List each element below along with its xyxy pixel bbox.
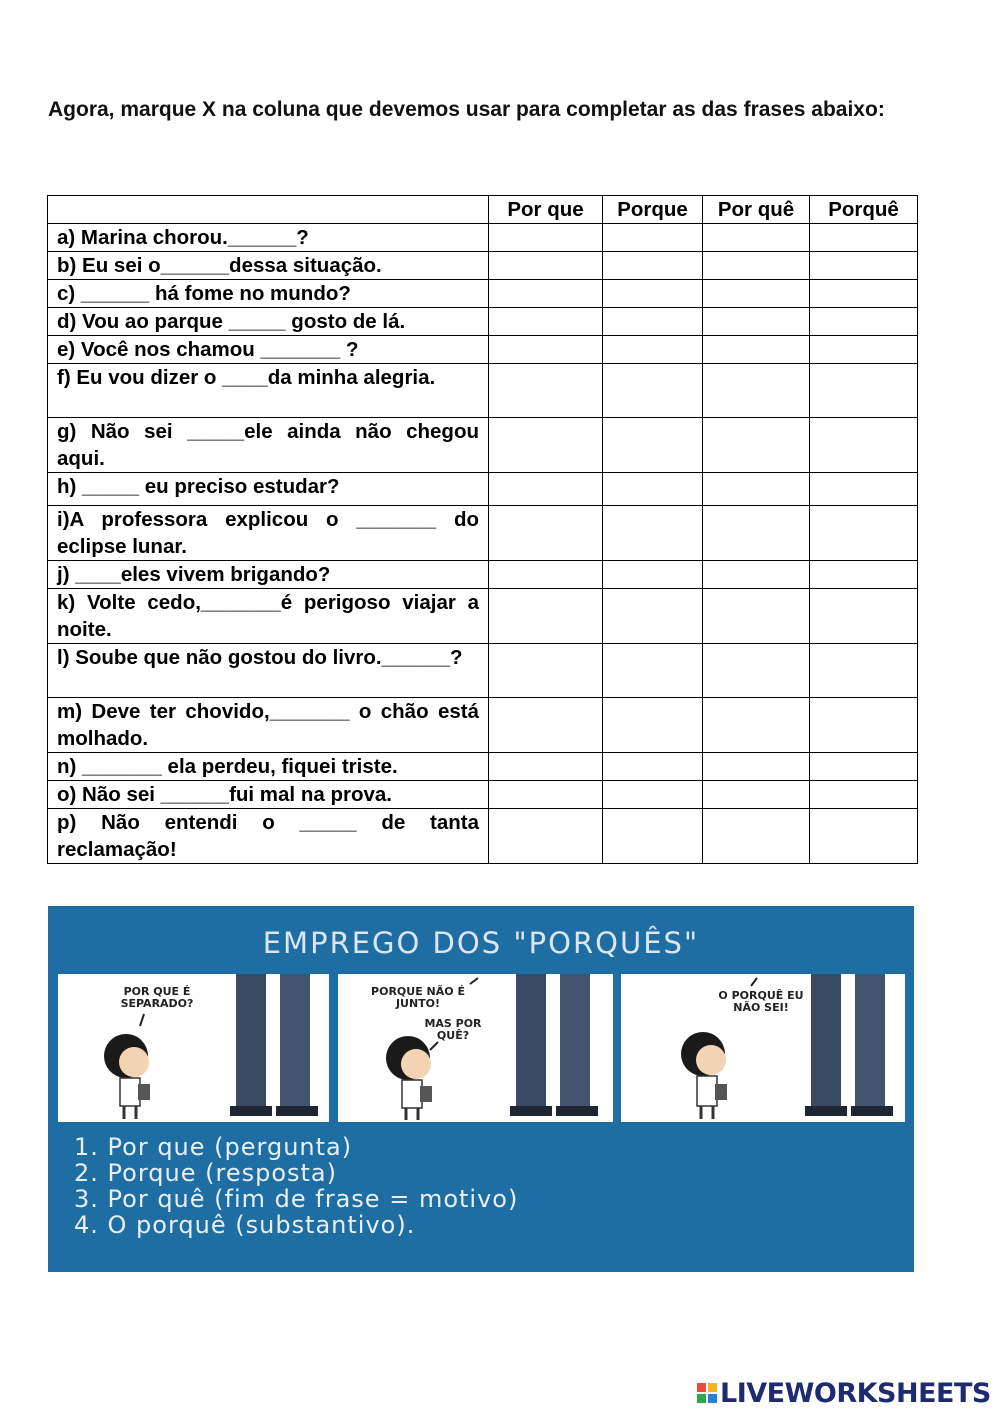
- answer-cell[interactable]: [489, 473, 603, 506]
- table-row: [48, 781, 918, 809]
- answer-cell[interactable]: [810, 506, 918, 561]
- answer-cell[interactable]: [703, 336, 810, 364]
- sentence-cell: b) Eu sei o______dessa situação.: [48, 252, 489, 280]
- column-header: Porque: [603, 196, 703, 224]
- answer-cell[interactable]: [810, 308, 918, 336]
- answer-cell[interactable]: [603, 781, 703, 809]
- answer-cell[interactable]: [489, 589, 603, 644]
- answer-cell[interactable]: [489, 644, 603, 698]
- answer-cell[interactable]: [703, 364, 810, 418]
- answer-cell[interactable]: [603, 753, 703, 781]
- sentence-cell: g) Não sei _____ele ainda não chegou aqui.: [48, 418, 489, 473]
- sentence-cell: p) Não entendi o _____ de tanta reclamação!: [48, 809, 489, 864]
- column-header: Por que: [489, 196, 603, 224]
- table-row: [48, 308, 918, 336]
- answer-cell[interactable]: [810, 561, 918, 589]
- rule-item: 4. O porquê (substantivo).: [74, 1211, 416, 1239]
- answer-cell[interactable]: [703, 506, 810, 561]
- answer-cell[interactable]: [810, 336, 918, 364]
- answer-cell[interactable]: [489, 506, 603, 561]
- rule-item: 3. Por quê (fim de frase = motivo): [74, 1185, 519, 1213]
- speech-bubble: O PORQUÊ EU NÃO SEI!: [718, 989, 804, 1014]
- answer-cell[interactable]: [810, 781, 918, 809]
- answer-cell[interactable]: [489, 308, 603, 336]
- liveworksheets-logo[interactable]: [697, 1377, 991, 1409]
- answer-cell[interactable]: [489, 781, 603, 809]
- answer-cell[interactable]: [810, 364, 918, 418]
- header-blank: [48, 196, 489, 224]
- answer-cell[interactable]: [489, 224, 603, 252]
- answer-cell[interactable]: [603, 364, 703, 418]
- answer-cell[interactable]: [603, 809, 703, 864]
- table-row: [48, 753, 918, 781]
- answer-cell[interactable]: [703, 698, 810, 753]
- banner-title: EMPREGO DOS "PORQUÊS": [262, 926, 700, 960]
- sentence-cell: n) _______ ela perdeu, fiquei triste.: [48, 753, 489, 781]
- answer-cell[interactable]: [489, 252, 603, 280]
- table-row: [48, 644, 918, 698]
- sentence-cell: j) ____eles vivem brigando?: [48, 561, 489, 589]
- answer-cell[interactable]: [489, 364, 603, 418]
- answer-cell[interactable]: [703, 809, 810, 864]
- answer-cell[interactable]: [703, 252, 810, 280]
- sentence-cell: m) Deve ter chovido,_______ o chão está molhado.: [48, 698, 489, 753]
- table-row: [48, 336, 918, 364]
- table-row: [48, 364, 918, 418]
- answer-cell[interactable]: [703, 224, 810, 252]
- instruction-text: Agora, marque X na coluna que devemos usar para completar as das frases abaixo:: [48, 98, 885, 121]
- comic-panel-3: [621, 974, 905, 1122]
- answer-cell[interactable]: [489, 418, 603, 473]
- answer-cell[interactable]: [810, 252, 918, 280]
- answer-cell[interactable]: [603, 561, 703, 589]
- answer-cell[interactable]: [603, 473, 703, 506]
- answer-table: [47, 195, 918, 864]
- rule-item: 2. Porque (resposta): [74, 1159, 337, 1187]
- answer-cell[interactable]: [703, 781, 810, 809]
- answer-cell[interactable]: [810, 644, 918, 698]
- column-header: Porquê: [810, 196, 918, 224]
- table-row: [48, 280, 918, 308]
- table-row: [48, 473, 918, 506]
- answer-cell[interactable]: [810, 280, 918, 308]
- answer-cell[interactable]: [703, 308, 810, 336]
- sentence-cell: k) Volte cedo,_______é perigoso viajar a noite.: [48, 589, 489, 644]
- answer-cell[interactable]: [810, 589, 918, 644]
- table-row: [48, 589, 918, 644]
- column-header: Por quê: [703, 196, 810, 224]
- table-row: [48, 506, 918, 561]
- answer-cell[interactable]: [603, 308, 703, 336]
- answer-cell[interactable]: [703, 473, 810, 506]
- sentence-cell: e) Você nos chamou _______ ?: [48, 336, 489, 364]
- table-row: [48, 418, 918, 473]
- answer-cell[interactable]: [603, 280, 703, 308]
- table-row: [48, 224, 918, 252]
- porques-banner: [48, 906, 914, 1272]
- answer-cell[interactable]: [603, 698, 703, 753]
- answer-cell[interactable]: [489, 753, 603, 781]
- comic-panel-1: [58, 974, 329, 1122]
- table-row: [48, 252, 918, 280]
- rules-list: [74, 1134, 518, 1238]
- table-row: [48, 561, 918, 589]
- answer-cell[interactable]: [603, 224, 703, 252]
- answer-cell[interactable]: [810, 698, 918, 753]
- speech-bubble: MAS POR QUÊ?: [424, 1017, 482, 1042]
- sentence-cell: o) Não sei ______fui mal na prova.: [48, 781, 489, 809]
- sentence-cell: a) Marina chorou.______?: [48, 224, 489, 252]
- rule-item: 1. Por que (pergunta): [74, 1133, 353, 1161]
- sentence-cell: d) Vou ao parque _____ gosto de lá.: [48, 308, 489, 336]
- answer-cell[interactable]: [603, 644, 703, 698]
- sentence-cell: f) Eu vou dizer o ____da minha alegria.: [48, 364, 489, 418]
- answer-cell[interactable]: [489, 280, 603, 308]
- answer-cell[interactable]: [603, 336, 703, 364]
- answer-cell[interactable]: [603, 252, 703, 280]
- answer-cell[interactable]: [810, 418, 918, 473]
- comic-panel-2: [338, 974, 613, 1122]
- answer-cell[interactable]: [703, 280, 810, 308]
- sentence-cell: c) ______ há fome no mundo?: [48, 280, 489, 308]
- answer-cell[interactable]: [489, 809, 603, 864]
- sentence-cell: h) _____ eu preciso estudar?: [48, 473, 489, 506]
- speech-bubble: PORQUE NÃO É JUNTO!: [371, 985, 465, 1010]
- sentence-cell: i)A professora explicou o _______ do eclipse lunar.: [48, 506, 489, 561]
- table-header-row: [48, 196, 918, 224]
- answer-cell[interactable]: [810, 224, 918, 252]
- answer-cell[interactable]: [703, 561, 810, 589]
- table-row: [48, 698, 918, 753]
- answer-cell[interactable]: [703, 589, 810, 644]
- answer-cell[interactable]: [489, 698, 603, 753]
- speech-bubble: POR QUE É SEPARADO?: [120, 985, 194, 1010]
- answer-cell[interactable]: [603, 418, 703, 473]
- answer-cell[interactable]: [489, 336, 603, 364]
- logo-text: LIVEWORKSHEETS: [720, 1377, 991, 1409]
- answer-cell[interactable]: [810, 753, 918, 781]
- answer-cell[interactable]: [703, 753, 810, 781]
- answer-cell[interactable]: [703, 418, 810, 473]
- answer-cell[interactable]: [489, 561, 603, 589]
- table-row: [48, 809, 918, 864]
- logo-icon: [697, 1383, 717, 1403]
- answer-cell[interactable]: [603, 506, 703, 561]
- answer-cell[interactable]: [703, 644, 810, 698]
- answer-cell[interactable]: [810, 473, 918, 506]
- answer-cell[interactable]: [603, 589, 703, 644]
- answer-cell[interactable]: [810, 809, 918, 864]
- sentence-cell: l) Soube que não gostou do livro.______?: [48, 644, 489, 698]
